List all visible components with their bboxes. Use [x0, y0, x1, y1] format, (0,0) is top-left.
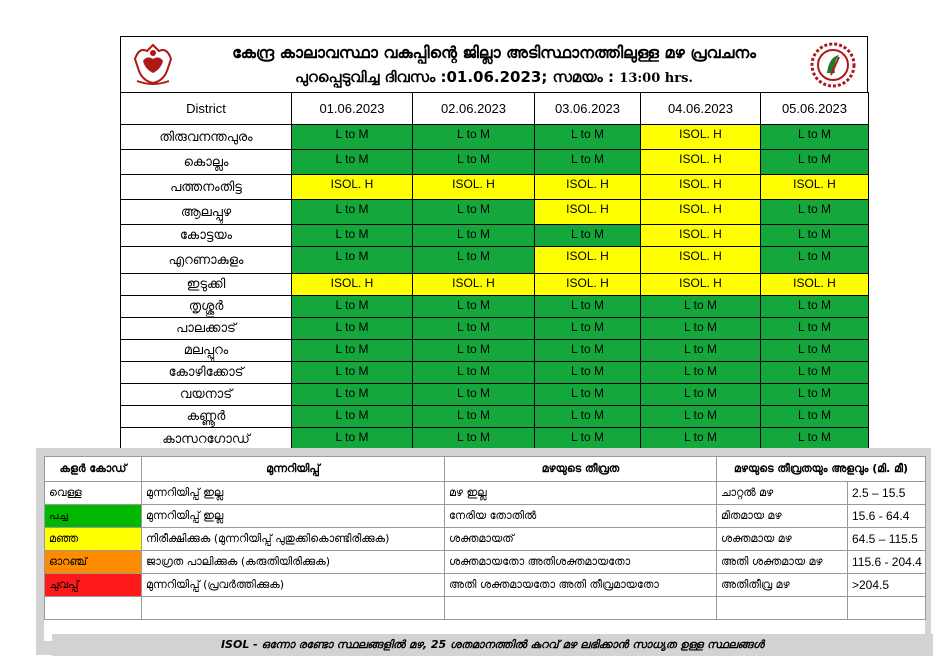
forecast-cell: L to M — [413, 406, 535, 428]
forecast-cell: L to M — [761, 125, 869, 150]
forecast-cell: ISOL. H — [641, 175, 761, 200]
legend-panel — [36, 448, 931, 655]
district-name: എറണാകുളം — [121, 247, 292, 274]
forecast-cell: L to M — [292, 384, 413, 406]
forecast-cell: L to M — [761, 225, 869, 247]
table-row — [121, 296, 869, 318]
forecast-cell: L to M — [641, 406, 761, 428]
forecast-cell: L to M — [535, 406, 641, 428]
date-column-header: 02.06.2023 — [413, 93, 535, 125]
color-swatch: മഞ്ഞ — [45, 528, 142, 551]
empty-cell — [45, 597, 142, 620]
forecast-cell: L to M — [641, 318, 761, 340]
forecast-cell: ISOL. H — [641, 125, 761, 150]
forecast-cell: L to M — [413, 362, 535, 384]
forecast-cell: L to M — [413, 384, 535, 406]
forecast-cell: L to M — [413, 150, 535, 175]
scale-range: >204.5 — [848, 574, 926, 597]
color-swatch: ചുവപ്പ് — [45, 574, 142, 597]
empty-cell — [142, 597, 445, 620]
table-row — [121, 274, 869, 296]
forecast-cell: L to M — [292, 428, 413, 451]
rainfall-scale-table — [716, 456, 926, 620]
table-row — [121, 225, 869, 247]
scale-row — [717, 574, 926, 597]
legend-row — [45, 528, 717, 551]
forecast-cell: L to M — [292, 247, 413, 274]
forecast-cell: ISOL. H — [761, 274, 869, 296]
forecast-cell: L to M — [413, 318, 535, 340]
empty-cell — [848, 597, 926, 620]
scale-label: മിതമായ മഴ — [717, 505, 848, 528]
district-name: പാലക്കാട് — [121, 318, 292, 340]
forecast-cell: L to M — [761, 318, 869, 340]
district-name: ഇടുക്കി — [121, 274, 292, 296]
color-code-header: കളർ കോഡ് — [45, 457, 142, 482]
empty-cell — [717, 597, 848, 620]
scale-empty-row — [717, 597, 926, 620]
column-header-row — [121, 93, 869, 125]
forecast-cell: L to M — [413, 247, 535, 274]
legend-header-row — [45, 457, 717, 482]
scale-label: ശക്തമായ മഴ — [717, 528, 848, 551]
forecast-cell: L to M — [535, 362, 641, 384]
table-row — [121, 318, 869, 340]
date-column-header: 05.06.2023 — [761, 93, 869, 125]
forecast-cell: L to M — [641, 384, 761, 406]
forecast-cell: L to M — [761, 150, 869, 175]
district-name: വയനാട് — [121, 384, 292, 406]
forecast-cell: ISOL. H — [535, 200, 641, 225]
forecast-cell: L to M — [761, 247, 869, 274]
table-row — [121, 150, 869, 175]
forecast-cell: L to M — [535, 296, 641, 318]
isol-footnote: ISOL - ഒന്നോ രണ്ടോ സ്ഥലങ്ങളിൽ മഴ, 25 ശതമാനത്തിൽ കുറവ് മഴ ലഭിക്കാൻ സാധ്യത ഉള്ള സ്ഥലങ്ങൾ — [52, 634, 933, 656]
forecast-cell: L to M — [413, 225, 535, 247]
forecast-cell: ISOL. H — [292, 175, 413, 200]
date-column-header: 01.06.2023 — [292, 93, 413, 125]
forecast-cell: L to M — [761, 340, 869, 362]
forecast-cell: L to M — [413, 340, 535, 362]
color-swatch: ഓറഞ്ച് — [45, 551, 142, 574]
forecast-cell: L to M — [413, 296, 535, 318]
warning-header: മുന്നറിയിപ്പ് — [142, 457, 445, 482]
forecast-cell: L to M — [761, 384, 869, 406]
table-row — [121, 125, 869, 150]
legend-row — [45, 505, 717, 528]
forecast-cell: L to M — [292, 406, 413, 428]
forecast-cell: ISOL. H — [535, 247, 641, 274]
scale-label: അതി ശക്തമായ മഴ — [717, 551, 848, 574]
forecast-cell: L to M — [292, 200, 413, 225]
forecast-cell: ISOL. H — [761, 175, 869, 200]
table-row — [121, 384, 869, 406]
table-row — [121, 340, 869, 362]
scale-row — [717, 505, 926, 528]
forecast-cell: L to M — [292, 340, 413, 362]
warning-text: മുന്നറിയിപ്പ് (പ്രവർത്തിക്കുക) — [142, 574, 445, 597]
district-name: പത്തനംതിട്ട — [121, 175, 292, 200]
scale-row — [717, 528, 926, 551]
forecast-cell: L to M — [535, 318, 641, 340]
date-column-header: 03.06.2023 — [535, 93, 641, 125]
forecast-table-container — [120, 36, 868, 451]
imd-logo-icon — [809, 41, 857, 89]
legend-content — [44, 456, 925, 651]
forecast-cell: ISOL. H — [641, 274, 761, 296]
forecast-cell: L to M — [292, 150, 413, 175]
forecast-title: കേന്ദ്ര കാലാവസ്ഥാ വകുപ്പിന്റെ ജില്ലാ അടിസ്ഥാനത്തിലുള്ള മഴ പ്രവചനം — [232, 43, 756, 62]
intensity-text: മഴ ഇല്ല — [445, 482, 717, 505]
forecast-cell: L to M — [413, 428, 535, 451]
color-swatch: പച്ച — [45, 505, 142, 528]
color-swatch: വെള്ള — [45, 482, 142, 505]
forecast-cell: ISOL. H — [413, 274, 535, 296]
forecast-cell: L to M — [641, 428, 761, 451]
district-name: മലപ്പുറം — [121, 340, 292, 362]
scale-label: ചാറ്റൽ മഴ — [717, 482, 848, 505]
forecast-cell: ISOL. H — [535, 274, 641, 296]
legend-row — [45, 574, 717, 597]
district-name: കോട്ടയം — [121, 225, 292, 247]
table-row — [121, 406, 869, 428]
district-name: കോഴിക്കോട് — [121, 362, 292, 384]
warning-text: നിരീക്ഷിക്കുക (മുന്നറിയിപ്പ് പുതുക്കികൊണ്ടിരിക്കുക) — [142, 528, 445, 551]
forecast-grid — [120, 92, 869, 451]
forecast-cell: ISOL. H — [413, 175, 535, 200]
scale-range: 64.5 – 115.5 — [848, 528, 926, 551]
scale-range: 15.6 - 64.4 — [848, 505, 926, 528]
intensity-header: മഴയുടെ തീവ്രത — [445, 457, 717, 482]
date-column-header: 04.06.2023 — [641, 93, 761, 125]
forecast-cell: L to M — [761, 296, 869, 318]
forecast-cell: L to M — [761, 200, 869, 225]
forecast-cell: ISOL. H — [641, 247, 761, 274]
district-name: തൃശ്ശൂർ — [121, 296, 292, 318]
district-name: ആലപ്പുഴ — [121, 200, 292, 225]
table-row — [121, 200, 869, 225]
forecast-cell: L to M — [535, 150, 641, 175]
forecast-cell: L to M — [292, 318, 413, 340]
forecast-cell: L to M — [761, 428, 869, 451]
district-name: കൊല്ലം — [121, 150, 292, 175]
scale-range: 115.6 - 204.4 — [848, 551, 926, 574]
forecast-cell: L to M — [292, 225, 413, 247]
district-name: കണ്ണൂർ — [121, 406, 292, 428]
forecast-cell: L to M — [641, 362, 761, 384]
intensity-text: ശക്തമായതോ അതിശക്തമായതോ — [445, 551, 717, 574]
scale-range: 2.5 – 15.5 — [848, 482, 926, 505]
legend-row — [45, 551, 717, 574]
scale-header: മഴയുടെ തീവ്രതയും അളവും (മി. മീ) — [717, 457, 926, 482]
intensity-text: നേരിയ തോതിൽ — [445, 505, 717, 528]
color-code-table — [44, 456, 717, 620]
legend-row — [45, 482, 717, 505]
district-name: കാസറഗോഡ് — [121, 428, 292, 451]
table-row — [121, 247, 869, 274]
table-row — [121, 362, 869, 384]
forecast-cell: L to M — [535, 384, 641, 406]
scale-header-row — [717, 457, 926, 482]
district-name: തിരുവനന്തപുരം — [121, 125, 292, 150]
forecast-cell: L to M — [535, 125, 641, 150]
forecast-cell: L to M — [292, 296, 413, 318]
table-row — [121, 175, 869, 200]
forecast-header — [120, 36, 868, 92]
forecast-cell: L to M — [641, 296, 761, 318]
forecast-cell: L to M — [761, 362, 869, 384]
forecast-cell: L to M — [413, 125, 535, 150]
scale-row — [717, 551, 926, 574]
warning-text: ജാഗ്രത പാലിക്കുക (കരുതിയിരിക്കുക) — [142, 551, 445, 574]
forecast-cell: L to M — [292, 125, 413, 150]
empty-cell — [445, 597, 717, 620]
warning-text: മുന്നറിയിപ്പ് ഇല്ല — [142, 482, 445, 505]
forecast-cell: L to M — [761, 406, 869, 428]
intensity-text: ശക്തമായത് — [445, 528, 717, 551]
forecast-cell: ISOL. H — [292, 274, 413, 296]
forecast-cell: L to M — [292, 362, 413, 384]
issued-date-time: പുറപ്പെടുവിച്ച ദിവസം :01.06.2023; സമയം : 13:00 hrs. — [295, 68, 693, 86]
intensity-text: അതി ശക്തമായതോ അതി തീവ്രമായതോ — [445, 574, 717, 597]
scale-row — [717, 482, 926, 505]
forecast-cell: ISOL. H — [641, 150, 761, 175]
forecast-cell: ISOL. H — [641, 225, 761, 247]
district-column-header: District — [121, 93, 292, 125]
legend-empty-row — [45, 597, 717, 620]
forecast-cell: L to M — [535, 225, 641, 247]
forecast-cell: L to M — [535, 428, 641, 451]
forecast-cell: ISOL. H — [641, 200, 761, 225]
warning-text: മുന്നറിയിപ്പ് ഇല്ല — [142, 505, 445, 528]
scale-label: അതിതീവ്ര മഴ — [717, 574, 848, 597]
forecast-cell: L to M — [413, 200, 535, 225]
forecast-cell: ISOL. H — [535, 175, 641, 200]
forecast-cell: L to M — [641, 340, 761, 362]
forecast-cell: L to M — [535, 340, 641, 362]
